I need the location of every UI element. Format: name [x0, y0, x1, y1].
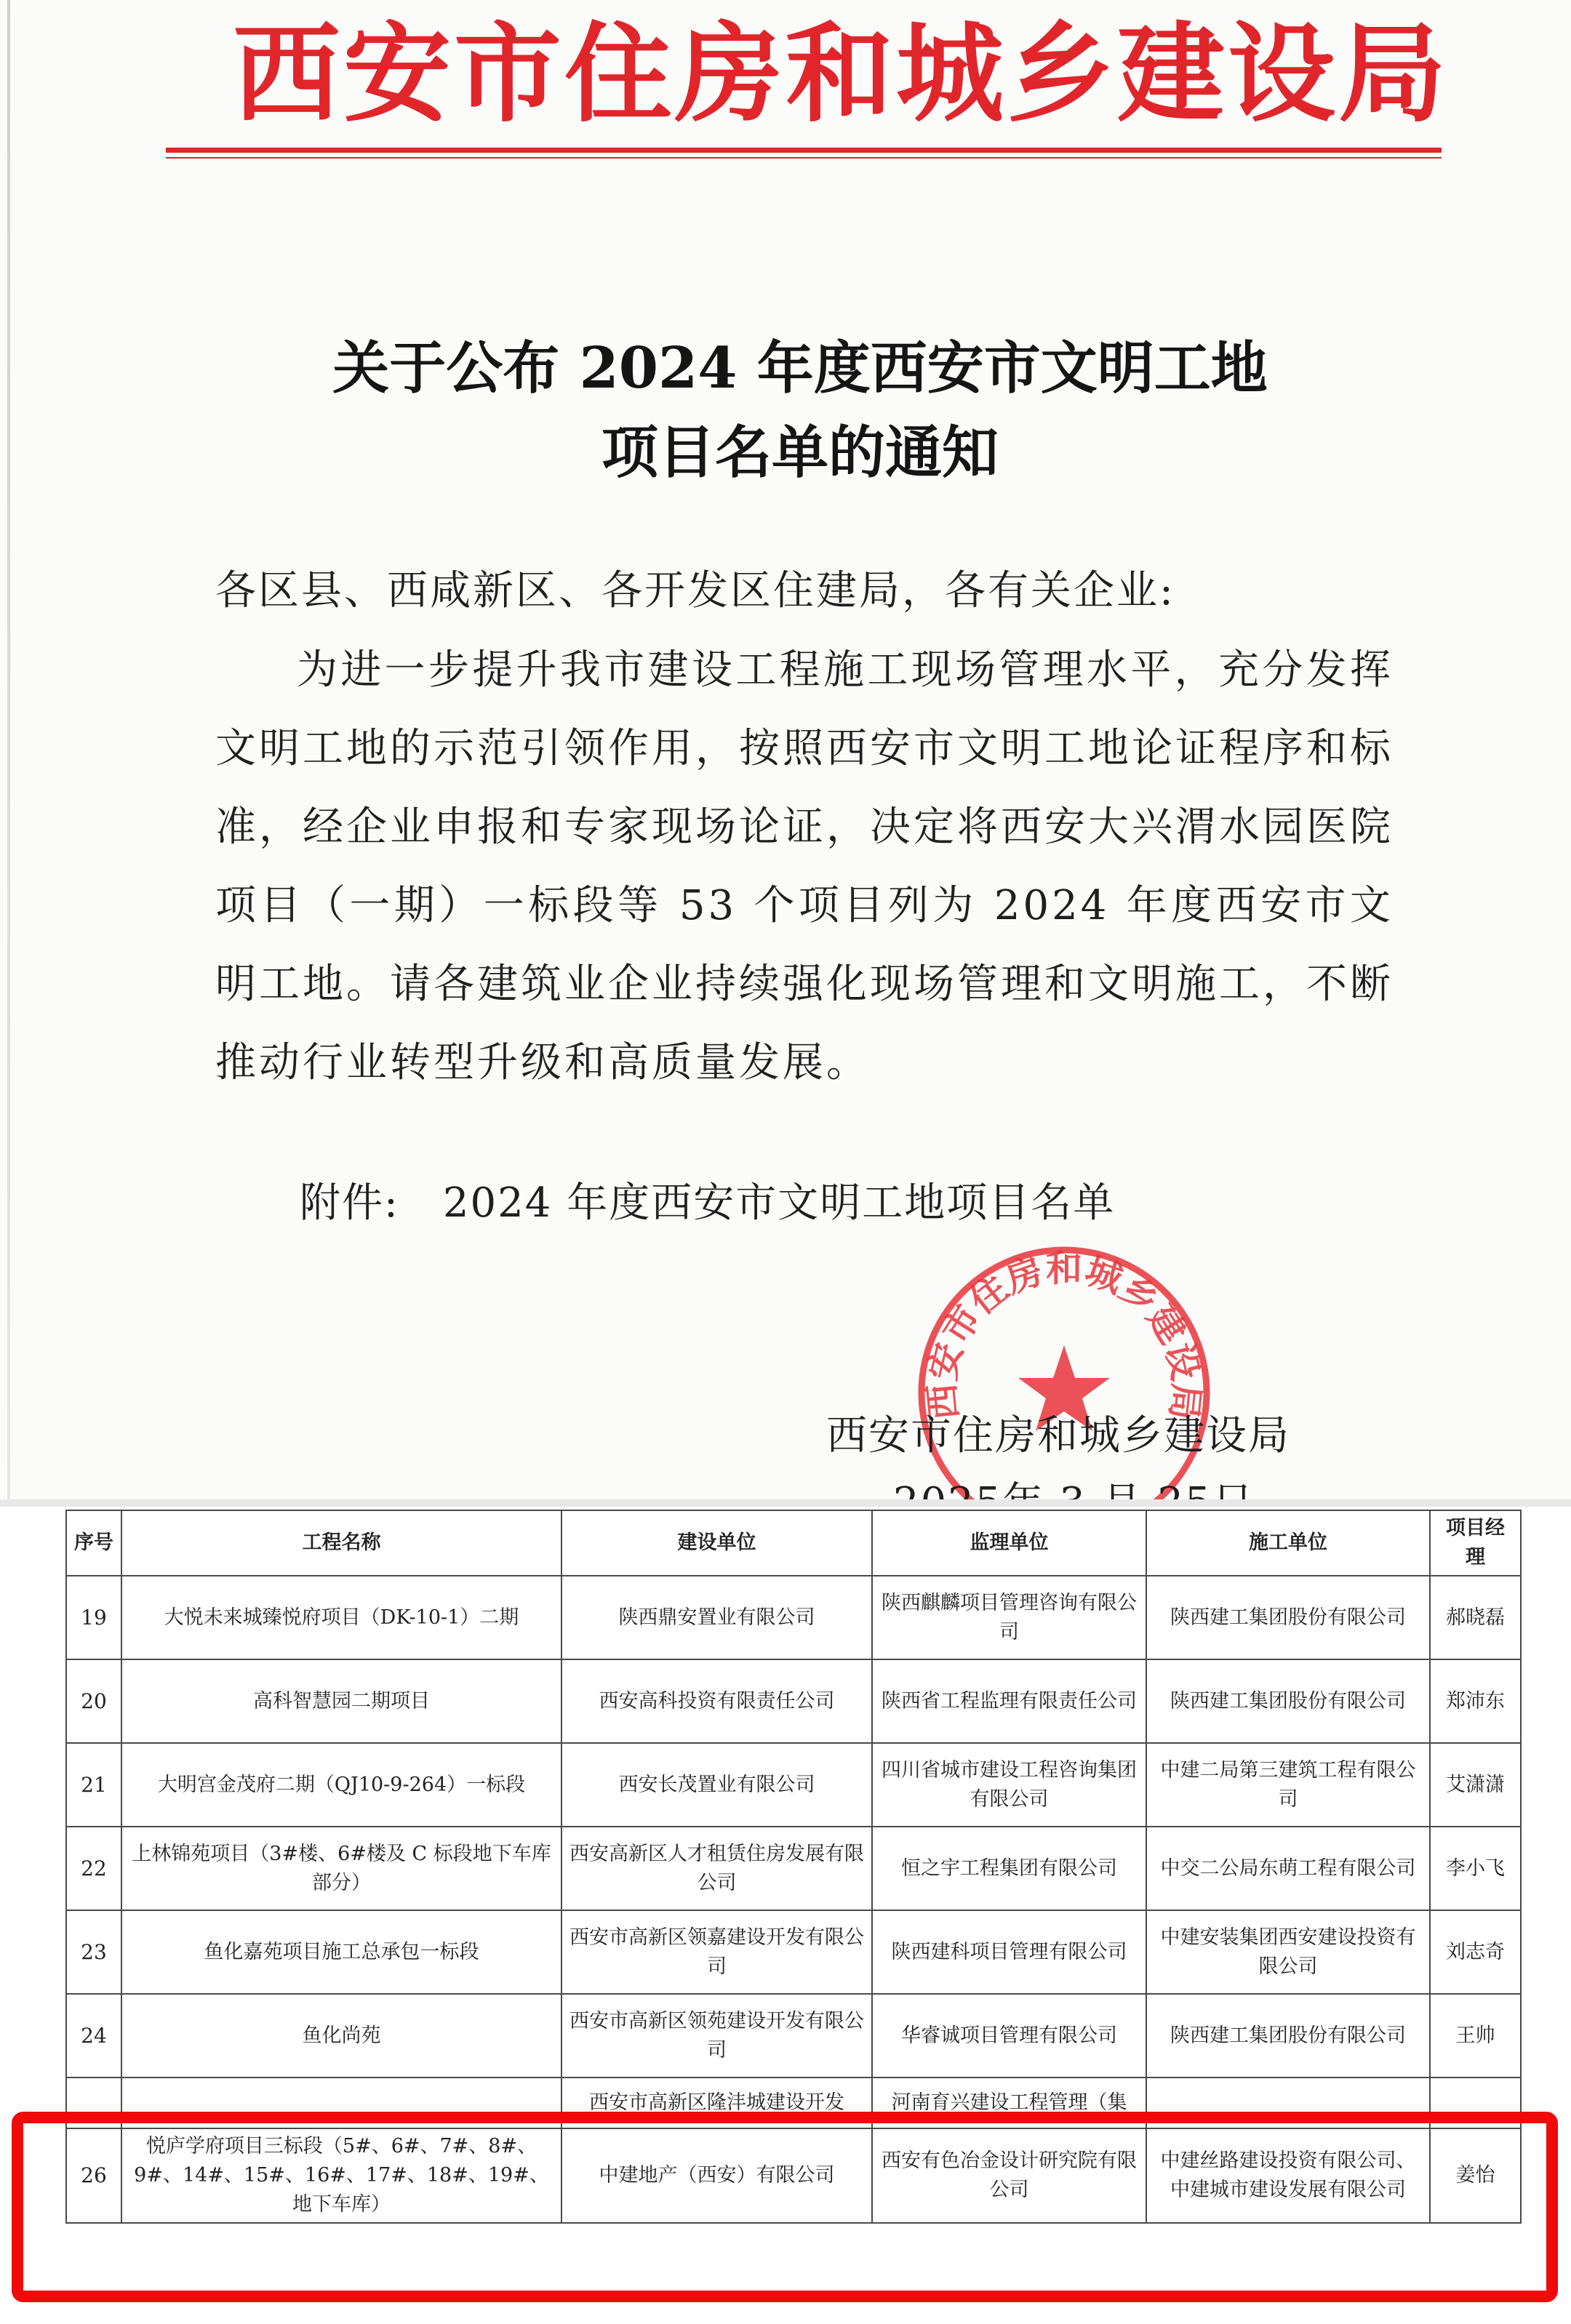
cell-seq: 24: [66, 1994, 121, 2077]
attachment-text: 2024 年度西安市文明工地项目名单: [442, 1179, 1116, 1227]
attachment-label: 附件:: [300, 1179, 399, 1227]
cell-supervisor: 恒之宇工程集团有限公司: [872, 1827, 1146, 1910]
header-project: 工程名称: [121, 1510, 561, 1576]
page-edge: [7, 0, 10, 1502]
cell-contractor: 中建丝路建设投资有限公司、中建城市建设发展有限公司: [1146, 2128, 1430, 2223]
issuer: 西安市住房和城乡建设局: [826, 1412, 1290, 1459]
cell-builder: 中建地产（西安）有限公司: [561, 2128, 872, 2223]
cell-manager: 郝晓磊: [1430, 1576, 1521, 1659]
table-row-partial: [66, 2077, 1521, 2128]
cell-supervisor: 陕西麒麟项目管理咨询有限公司: [872, 1576, 1146, 1659]
cell-project: 鱼化嘉苑项目施工总承包一标段: [121, 1910, 561, 1994]
cell-supervisor: 陕西省工程监理有限责任公司: [872, 1659, 1146, 1743]
project-table: [65, 1510, 1522, 2224]
cell-supervisor: 华睿诚项目管理有限公司: [872, 1994, 1146, 2077]
cell-seq: [66, 2077, 121, 2128]
cell-manager: 李小飞: [1430, 1827, 1521, 1910]
cell-seq: 21: [66, 1743, 121, 1827]
cell-contractor: 中建安装集团西安建设投资有限公司: [1146, 1910, 1430, 1994]
cell-builder: 西安高新区人才租赁住房发展有限公司: [561, 1827, 872, 1910]
cell-manager: 王帅: [1430, 1994, 1521, 2077]
header-builder: 建设单位: [561, 1510, 872, 1576]
cell-builder: 西安长茂置业有限公司: [561, 1743, 872, 1827]
table-row: [66, 1994, 1521, 2077]
cell-builder: 西安高科投资有限责任公司: [561, 1659, 872, 1743]
cell-project: 大悦未来城臻悦府项目（DK-10-1）二期: [121, 1576, 561, 1659]
cell-seq: 26: [66, 2128, 121, 2223]
cell-supervisor: 四川省城市建设工程咨询集团有限公司: [872, 1743, 1146, 1827]
cell-contractor: [1146, 2077, 1430, 2128]
table-row: [66, 1576, 1521, 1659]
table-row: [66, 1743, 1521, 1827]
cell-builder: 西安市高新区领苑建设开发有限公司: [561, 1994, 872, 2077]
header-supervisor: 监理单位: [872, 1510, 1146, 1576]
table-row: [66, 1827, 1521, 1910]
cell-contractor: 陕西建工集团股份有限公司: [1146, 1994, 1430, 2077]
cell-contractor: 陕西建工集团股份有限公司: [1146, 1659, 1430, 1743]
header-manager: 项目经理: [1430, 1510, 1521, 1576]
cell-contractor: 陕西建工集团股份有限公司: [1146, 1576, 1430, 1659]
table-row: [66, 1910, 1521, 1994]
cell-project: 高科智慧园二期项目: [121, 1659, 561, 1743]
notice-title-line1: 关于公布 2024 年度西安市文明工地: [332, 335, 1268, 401]
cell-supervisor: 陕西建科项目管理有限公司: [872, 1910, 1146, 1994]
notice-title-line2: 项目名单的通知: [601, 420, 999, 486]
salutation: 各区县、西咸新区、各开发区住建局，各有关企业:: [215, 567, 1175, 614]
header-contractor: 施工单位: [1146, 1510, 1430, 1576]
cell-manager: 艾潇潇: [1430, 1743, 1521, 1827]
cell-seq: 23: [66, 1910, 121, 1994]
cell-seq: 22: [66, 1827, 121, 1910]
cell-project: 上林锦苑项目（3#楼、6#楼及 C 标段地下车库部分）: [121, 1827, 561, 1910]
cell-project: 鱼化尚苑: [121, 1994, 561, 2077]
cell-builder: 西安市高新区领嘉建设开发有限公司: [561, 1910, 872, 1994]
cell-contractor: 中交二公局东萌工程有限公司: [1146, 1827, 1430, 1910]
header-seq: 序号: [66, 1510, 121, 1576]
letterhead-rule-thick: [166, 148, 1442, 153]
table-header-row: [66, 1510, 1521, 1576]
cell-manager: 姜怡: [1430, 2128, 1521, 2223]
notice-body: 为进一步提升我市建设工程施工现场管理水平，充分发挥文明工地的示范引领作用，按照西安市文明工地论证程序和标准，经企业申报和专家现场论证，决定将西安大兴渭水园医院项目（一期）一标段等 53 个项目列为 2024 年度西安市文明工地。请各建筑业企业持续强化现场管理和文明施工，不断推动行业转型升级和高质量发展。: [215, 646, 1394, 1086]
letterhead-rule-thin: [166, 157, 1442, 159]
table-row: [66, 1659, 1521, 1743]
letterhead: 西安市住房和城乡建设局: [233, 16, 1449, 135]
cell-seq: 20: [66, 1659, 121, 1743]
cell-contractor: 中建二局第三建筑工程有限公司: [1146, 1743, 1430, 1827]
cell-project: 大明宫金茂府二期（QJ10-9-264）一标段: [121, 1743, 561, 1827]
cell-manager: 刘志奇: [1430, 1910, 1521, 1994]
svg-text:西安市住房和城乡建设局: 西安市住房和城乡建设局: [919, 1246, 1209, 1422]
cell-project: [121, 2077, 561, 2128]
cell-supervisor: 西安有色冶金设计研究院有限公司: [872, 2128, 1146, 2223]
cell-supervisor: 河南育兴建设工程管理（集: [872, 2077, 1146, 2128]
attachment-line: [300, 1171, 1115, 1229]
cell-manager: 郑沛东: [1430, 1659, 1521, 1743]
project-table-page: [0, 1505, 1571, 2324]
cell-builder: 陕西鼎安置业有限公司: [561, 1576, 872, 1659]
cell-manager: [1430, 2077, 1521, 2128]
cell-builder: 西安市高新区隆沣城建设开发: [561, 2077, 872, 2128]
cell-seq: 19: [66, 1576, 121, 1659]
cell-project: 悦庐学府项目三标段（5#、6#、7#、8#、9#、14#、15#、16#、17#、18#、19#、地下车库）: [121, 2128, 561, 2223]
table-row-highlighted: [66, 2128, 1521, 2223]
